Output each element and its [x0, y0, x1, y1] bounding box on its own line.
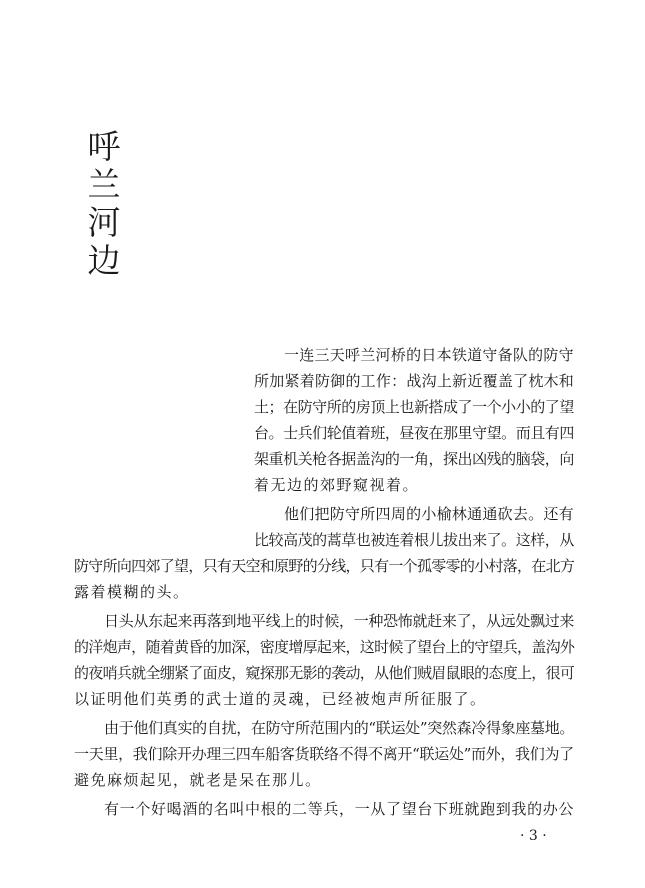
text-line: 露着模糊的头。	[74, 583, 190, 601]
text-line: 避免麻烦起见，就老是呆在那儿。	[74, 771, 322, 789]
text-line: 防守所向四郊了望，只有天空和原野的分线，只有一个孤零零的小村落，在北方	[74, 557, 575, 575]
text-line: 着无边的郊野窥视着。	[254, 476, 420, 494]
text-line: 的洋炮声，随着黄昏的加深，密度增厚起来，这时候了望台上的守望兵，盖沟外	[74, 638, 575, 656]
text-line: 他们把防守所四周的小榆林通通砍去。还有	[284, 505, 574, 523]
text-line: 的夜哨兵就全绷紧了面皮，窥探那无影的袭动，从他们贼眉鼠眼的态度上，很可	[74, 664, 575, 682]
text-line: 以证明他们英勇的武士道的灵魂，已经被炮声所征服了。	[74, 690, 487, 708]
text-line: 所加紧着防御的工作：战沟上新近覆盖了枕木和	[254, 372, 575, 390]
chapter-title-char: 呼	[87, 127, 121, 166]
chapter-title-char: 河	[87, 203, 121, 242]
text-line: 架重机关枪各据盖沟的一角，探出凶残的脑袋，向	[254, 450, 574, 468]
chapter-title-char: 兰	[87, 165, 121, 204]
text-line: 一天里，我们除开办理三四车船客货联络不得不离开“联运处”而外，我们为了	[74, 745, 574, 763]
text-line: 一连三天呼兰河桥的日本铁道守备队的防守	[284, 346, 574, 364]
page-number: · 3 ·	[520, 828, 547, 844]
text-line: 有一个好喝酒的名叫中根的二等兵，一从了望台下班就跑到我的办公	[104, 800, 575, 818]
chapter-title-char: 边	[87, 241, 121, 280]
text-line: 台。士兵们轮值着班，昼夜在那里守望。而且有四	[254, 424, 574, 442]
text-line: 土；在防守所的房顶上也新搭成了一个小小的了望	[254, 398, 574, 416]
text-line: 日头从东起来再落到地平线上的时候，一种恐怖就赶来了，从远处飘过来	[104, 612, 575, 630]
chapter-title	[84, 128, 124, 280]
text-line: 由于他们真实的自扰，在防守所范围内的“联运处”突然森冷得象座墓地。	[104, 719, 575, 737]
text-line: 比较高茂的蒿草也被连着根儿拔出来了。这样，从	[254, 531, 574, 549]
